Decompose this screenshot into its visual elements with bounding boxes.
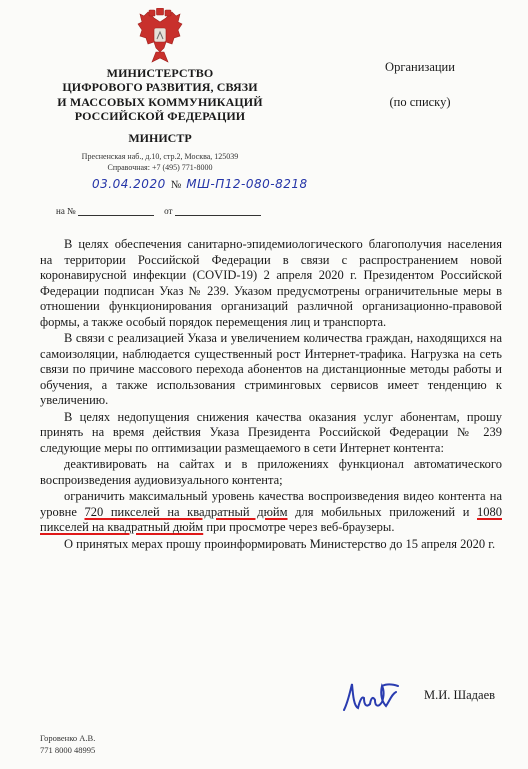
recipient-line: Организации [385, 60, 455, 74]
letter-body [40, 237, 502, 553]
executor-phone: 771 8000 48995 [40, 745, 96, 755]
paragraph: В связи с реализацией Указа и увеличением количества граждан, находящихся на самоизоляции, наблюдается существенный рост Интернет-трафика. Нагрузка на сеть связи по причине массового перехода абонентов на дистанционные методы работы и обучения, а также использования стриминговых сервисов имеет тенденцию к увеличению. [40, 331, 502, 407]
ministry-line: РОССИЙСКОЙ ФЕДЕРАЦИИ [74, 109, 246, 124]
recipient-block [360, 50, 480, 120]
registration-date: 03.04.2020 [92, 177, 166, 191]
coat-of-arms-icon [134, 8, 186, 66]
registration-number: МШ-П12-080-8218 [186, 177, 308, 191]
paragraph: В целях недопущения снижения качества оказания услуг абонентам, прошу принять на время действия Указа Президента Российской Федерации № 239 следующие меры по оптимизации размещаемого в сети Интернет контента: [40, 409, 502, 455]
text-run: ограничить максимальный уровень качества воспроизведения видео контента на уровне [40, 489, 502, 519]
ministry-line: И МАССОВЫХ КОММУНИКАЦИЙ [57, 94, 263, 109]
ref-from-label: от [164, 206, 173, 216]
ref-date-blank [175, 206, 261, 216]
number-sign: № [170, 179, 182, 191]
ministry-name [40, 66, 280, 124]
executor-contact [40, 732, 95, 756]
paragraph: В целях обеспечения санитарно-эпидемиологического благополучия населения на территории Российской Федерации в связи с распространением новой коронавирусной инфекции (COVID-19) 2 апреля 2020 г. Президентом Российской Федерации подписан Указ № 239. Указом предусмотрены ограничительные меры в отношении функционирования организаций различной организационно-правовой формы, а также особый порядок перемещения лиц и транспорта. [40, 237, 502, 329]
paragraph [40, 489, 502, 536]
text-run: для мобильных приложений и [287, 504, 477, 519]
recipient-line: (по списку) [389, 95, 451, 109]
reference-line [56, 206, 261, 216]
highlighted-resolution-web: 1080 пикселей на квадратный дюйм [40, 504, 502, 534]
ref-label: на № [56, 206, 76, 216]
registration-line [92, 177, 308, 192]
handwritten-signature [338, 676, 418, 716]
text-run: при просмотре через веб-браузеры. [203, 520, 395, 534]
executor-name: Горовенко А.В. [40, 733, 96, 743]
ministry-line: МИНИСТЕРСТВО [106, 66, 214, 80]
ministry-line: ЦИФРОВОГО РАЗВИТИЯ, СВЯЗИ [62, 80, 258, 95]
minister-title: МИНИСТР [128, 131, 192, 145]
ministry-address [40, 151, 280, 173]
phone-line: Справочная: +7 (495) 771-8000 [107, 163, 213, 172]
signer-name: М.И. Шадаев [424, 688, 496, 702]
highlighted-resolution-mobile: 720 пикселей на квадратный дюйм [84, 504, 288, 519]
ref-number-blank [78, 206, 154, 216]
paragraph: деактивировать на сайтах и в приложениях функционал автоматического воспроизведения аудиовизуального контента; [40, 457, 502, 487]
address-line: Пресненская наб., д.10, стр.2, Москва, 125039 [81, 152, 239, 161]
paragraph: О принятых мерах прошу проинформировать Министерство до 15 апреля 2020 г. [64, 536, 496, 551]
